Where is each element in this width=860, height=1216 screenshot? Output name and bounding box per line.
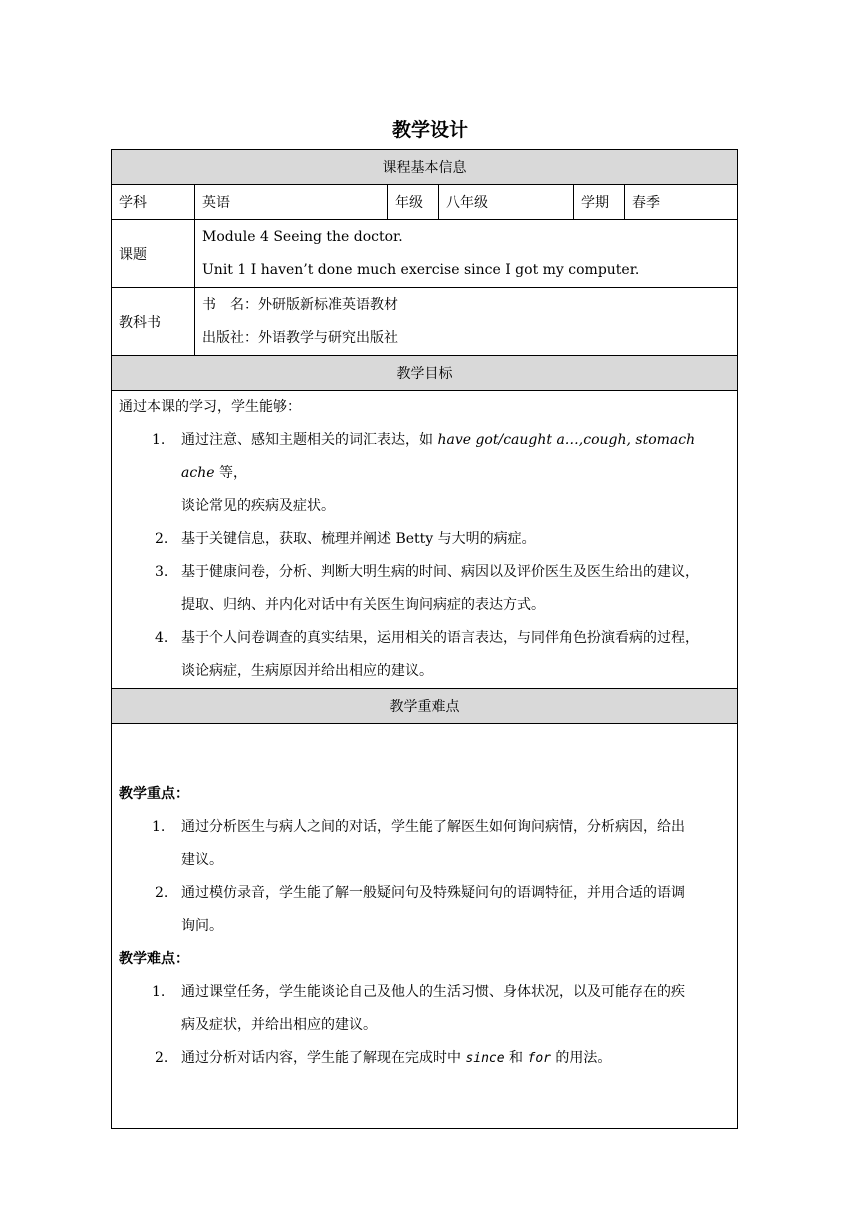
grade-label: 年级 [388,185,439,220]
objectives-header: 教学目标 [112,356,738,391]
term-label: 学期 [574,185,625,220]
textbook-value [195,288,738,356]
key-points-header: 教学重难点 [112,689,738,724]
basic-info-header: 课程基本信息 [112,150,738,185]
document-title: 教学设计 [391,119,468,141]
objective-item: 1. 通过注意、感知主题相关的词汇表达，如 have got/caught a…,cough, stomach ache 等， 谈论常见的疾病及症状。 [119,424,730,523]
topic-value [195,220,738,288]
topic-line: Module 4 Seeing the doctor. [202,228,403,245]
list-number: 1. [152,818,166,835]
textbook-label: 教科书 [112,288,195,356]
objective-item: 2. 基于关键信息，获取、梳理并阐述 Betty 与大明的病症。 [119,523,730,556]
list-number: 2. [155,1049,169,1066]
keyword-since: since [465,1050,505,1066]
list-number: 2. [155,884,169,901]
textbook-line: 书 名：外研版新标准英语教材 [202,296,398,313]
difficulty-title: 教学难点： [119,950,189,967]
textbook-line: 出版社：外语教学与研究出版社 [202,329,398,346]
focus-title: 教学重点： [119,785,189,802]
grade-value: 八年级 [439,185,574,220]
objective-item: 3. 基于健康问卷，分析、判断大明生病的时间、病因以及评价医生及医生给出的建议， 提取、归纳、并内化对话中有关医生询问病症的表达方式。 [119,556,730,622]
lesson-design-table [111,149,738,1129]
focus-item: 2. 通过模仿录音，学生能了解一般疑问句及特殊疑问句的语调特征，并用合适的语调 询问。 [119,877,730,943]
list-number: 3. [155,564,169,580]
key-points-content [112,724,738,1129]
objective-item: 4. 基于个人问卷调查的真实结果，运用相关的语言表达，与同伴角色扮演看病的过程， 谈论病症，生病原因并给出相应的建议。 [119,622,730,688]
topic-line: Unit 1 I haven’t done much exercise since I got my computer. [202,261,640,278]
subject-label: 学科 [112,185,195,220]
subject-value: 英语 [195,185,388,220]
difficulty-item: 1. 通过课堂任务，学生能谈论自己及他人的生活习惯、身体状况，以及可能存在的疾 病及症状，并给出相应的建议。 [119,976,730,1042]
list-number: 4. [155,630,169,646]
keyword-for: for [527,1050,551,1066]
focus-item: 1. 通过分析医生与病人之间的对话，学生能了解医生如何询问病情，分析病因，给出 建议。 [119,811,730,877]
list-number: 1. [152,983,166,1000]
objectives-intro: 通过本课的学习，学生能够： [119,399,301,415]
list-number: 1. [152,432,166,448]
list-number: 2. [155,531,169,547]
term-value: 春季 [625,185,738,220]
vocab-examples: have got/caught a…,cough, stomach ache [181,432,696,481]
difficulty-item: 2. 通过分析对话内容，学生能了解现在完成时中 since 和 for 的用法。 [119,1042,730,1075]
objectives-content [112,391,738,689]
topic-label: 课题 [112,220,195,288]
